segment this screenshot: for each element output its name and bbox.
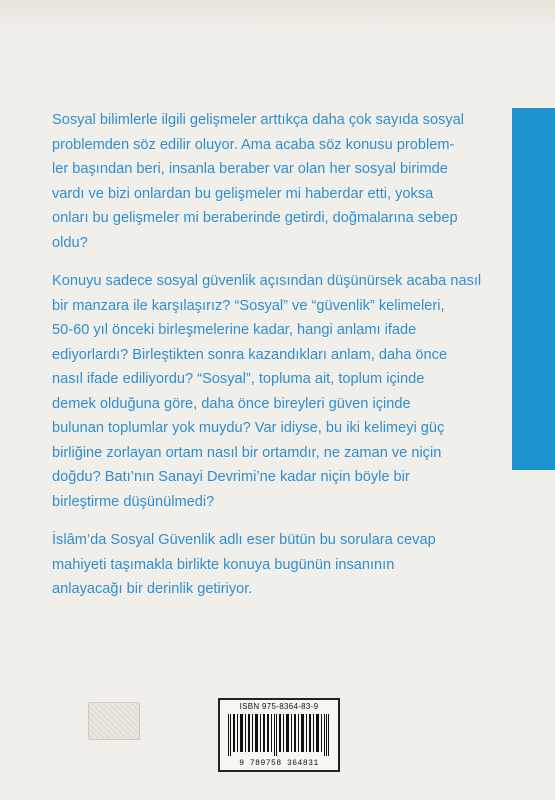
barcode-bars bbox=[228, 714, 330, 756]
isbn-label: ISBN 975-8364-83-9 bbox=[239, 702, 319, 711]
blue-accent-bar bbox=[512, 108, 555, 470]
price-sticker-remnant bbox=[88, 702, 140, 740]
paragraph-3: İslâm’da Sosyal Güvenlik adlı eser bütün bu sorulara cevap mahiyeti taşımakla birlikte konuya bugünün insanının anlayacağı bir derinlik getiriyor. bbox=[52, 532, 436, 597]
paragraph-2: Konuyu sadece sosyal güvenlik açısından düşünürsek acaba nasıl bir manzara ile karşılaşırız? “Sosyal” ve “güvenlik” kelimeleri, 50-60 yıl önceki birleşmelerine kadar, hangi anlamı ifade ediyorlardı? Birleştikten sonra kazandıkları anlam, daha önce nasıl ifade ediliyordu? “Sosyal”, topluma ait, toplum içinde demek olduğuna göre, daha önce bireyleri güven içinde bulunan toplumlar yok muydu? Var idiyse, bu iki kelimeyi güç birliğine zorlayan ortam nasıl bir ortamdır, ne zaman ve niçin doğdu? Batı’nın Sanayi Devrimi’ne kadar niçin böyle bir birleştirme düşünülmedi? bbox=[52, 273, 482, 510]
back-cover-text bbox=[52, 108, 492, 616]
ean-number: 9 789758 364831 bbox=[239, 759, 319, 768]
page-top-edge bbox=[0, 0, 555, 34]
paragraph-1: Sosyal bilimlerle ilgili gelişmeler arttıkça daha çok sayıda sosyal problemden söz edilir oluyor. Ama acaba söz konusu problem- ler başından beri, insanla beraber var olan her sosyal birimde vardı ve bizi onlardan bu gelişmeler mi haberdar etti, yoksa onları bu gelişmeler mi beraberinde getirdi, doğmalarına sebep oldu? bbox=[52, 112, 465, 251]
barcode-box bbox=[218, 698, 340, 772]
